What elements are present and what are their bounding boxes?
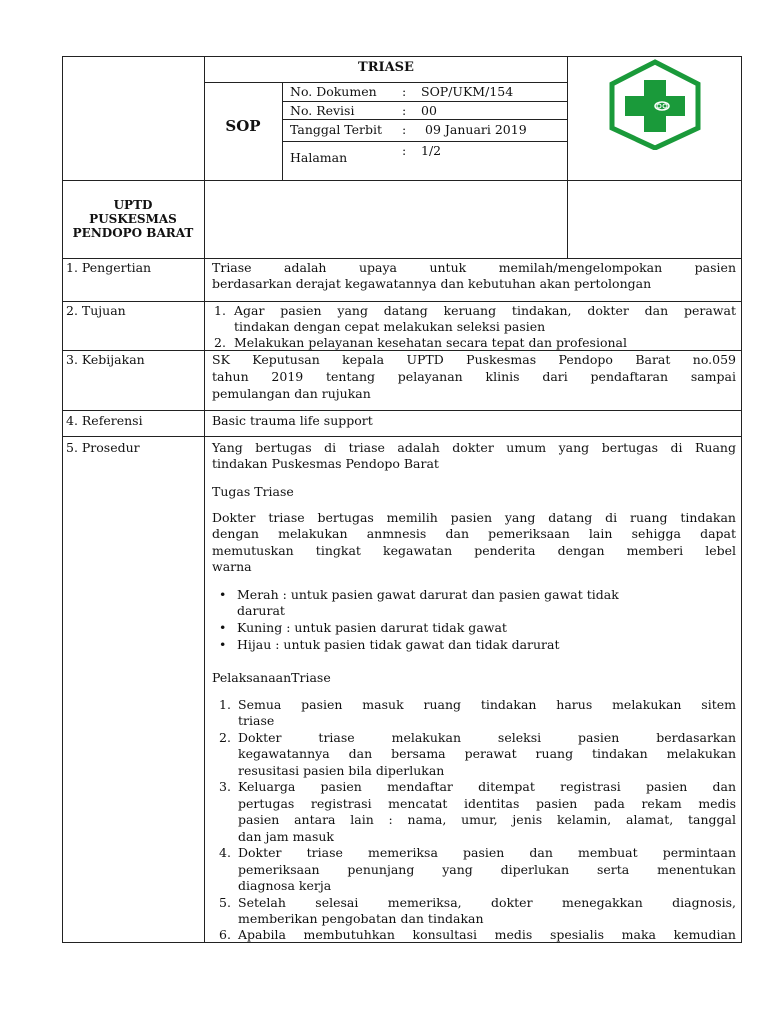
section-label-kebijakan: 3. Kebijakan: [66, 352, 145, 367]
step-3-line-4: dan jam masuk: [238, 829, 334, 844]
kebijakan-line-1: SK Keputusan kepala UPTD Puskesmas Pendopo Barat no.059: [212, 352, 736, 367]
step-5-line-1: Setelah selesai memeriksa, dokter menegakkan diagnosis,: [238, 895, 736, 910]
header-bottom-line: [62, 180, 742, 181]
tugas-line-1: Dokter triase bertugas memilih pasien yang datang di ruang tindakan: [212, 510, 736, 525]
step-1-line-2: triase: [238, 713, 275, 728]
meta-value-halaman: 1/2: [421, 143, 442, 158]
row-line-referensi: [62, 410, 742, 411]
sop-divider: [282, 82, 283, 180]
pelaksanaan-triase-heading: PelaksanaanTriase: [212, 670, 331, 685]
tujuan-item-1-line-2: tindakan dengan cepat melakukan seleksi pasien: [234, 319, 546, 334]
step-6-line-1: Apabila membutuhkan konsultasi medis spesialis maka kemudian: [238, 927, 736, 942]
kebijakan-line-3: pemulangan dan rujukan: [212, 386, 371, 401]
org-name-line-2: PUSKESMAS: [89, 212, 177, 226]
tujuan-item-2-num: 2.: [214, 335, 226, 350]
step-2-line-2: kegawatannya dan bersama perawat ruang tindakan melakukan: [238, 746, 736, 761]
meta-label-halaman: Halaman: [290, 150, 348, 165]
section-label-tujuan: 2. Tujuan: [66, 303, 126, 318]
meta-value-tanggal-terbit: 09 Januari 2019: [425, 122, 527, 137]
meta-label-tanggal-terbit: Tanggal Terbit: [290, 122, 383, 137]
bullet-kuning: • Kuning : untuk pasien darurat tidak gawat: [237, 620, 507, 637]
step-1-num: 1.: [219, 697, 231, 712]
tujuan-item-1-line-1: Agar pasien yang datang keruang tindakan, dokter dan perawat: [234, 303, 736, 318]
meta-row-line-3: [282, 141, 568, 142]
org-name-line-1: UPTD: [113, 198, 153, 212]
step-3-line-2: pertugas registrasi mencatat identitas pasien pada rekam medis: [238, 796, 736, 811]
step-4-line-1: Dokter triase memeriksa pasien dan membuat permintaan: [238, 845, 736, 860]
step-3-line-1: Keluarga pasien mendaftar ditempat registrasi pasien dan: [238, 779, 736, 794]
meta-sep-no-dokumen: :: [402, 84, 407, 99]
prosedur-intro-line-1: Yang bertugas di triase adalah dokter umum yang bertugas di Ruang: [212, 440, 736, 455]
tujuan-item-2-line-1: Melakukan pelayanan kesehatan secara tepat dan profesional: [234, 335, 627, 350]
header-divider-left: [204, 56, 205, 258]
referensi-text: Basic trauma life support: [212, 413, 373, 428]
meta-sep-no-revisi: :: [402, 103, 407, 118]
meta-row-line-1: [282, 101, 568, 102]
section-label-pengertian: 1. Pengertian: [66, 260, 152, 275]
row-line-tujuan: [62, 301, 742, 302]
meta-value-no-dokumen: SOP/UKM/154: [421, 84, 514, 99]
tujuan-item-1-num: 1.: [214, 303, 226, 318]
row-line-prosedur: [62, 436, 742, 437]
step-1-line-1: Semua pasien masuk ruang tindakan harus melakukan sitem: [238, 697, 736, 712]
tugas-triase-heading: Tugas Triase: [212, 484, 294, 499]
label-column-divider: [204, 258, 205, 943]
meta-sep-halaman: :: [402, 143, 407, 158]
step-2-line-1: Dokter triase melakukan seleksi pasien berdasarkan: [238, 730, 736, 745]
section-label-prosedur: 5. Prosedur: [66, 440, 140, 455]
bullet-merah-line-1: • Merah : untuk pasien gawat darurat dan pasien gawat tidak: [237, 587, 619, 604]
title-underline: [204, 82, 568, 83]
row-line-pengertian: [62, 258, 742, 259]
table-border-left: [62, 56, 63, 943]
sop-label: SOP: [225, 117, 261, 135]
pengertian-line-1: Triase adalah upaya untuk memilah/mengelompokan pasien: [212, 260, 736, 275]
bullet-merah-line-2: darurat: [237, 603, 285, 618]
step-6-num: 6.: [219, 927, 231, 942]
step-2-line-3: resusitasi pasien bila diperlukan: [238, 763, 445, 778]
step-3-num: 3.: [219, 779, 231, 794]
tugas-line-3: memutuskan tingkat kegawatan penderita dengan memberi lebel: [212, 543, 736, 558]
step-5-line-2: memberikan pengobatan dan tindakan: [238, 911, 484, 926]
table-border-top: [62, 56, 742, 57]
step-2-num: 2.: [219, 730, 231, 745]
header-divider-right: [567, 56, 568, 258]
step-5-num: 5.: [219, 895, 231, 910]
step-3-line-3: pasien antara lain : nama, umur, jenis kelamin, alamat, tanggal: [238, 812, 736, 827]
kebijakan-line-2: tahun 2019 tentang pelayanan klinis dari pendaftaran sampai: [212, 369, 736, 384]
org-name-line-3: PENDOPO BARAT: [72, 226, 194, 240]
doc-title: TRIASE: [358, 60, 414, 75]
prosedur-intro-line-2: tindakan Puskesmas Pendopo Barat: [212, 456, 439, 471]
meta-sep-tanggal-terbit: :: [402, 122, 407, 137]
bullet-hijau: • Hijau : untuk pasien tidak gawat dan tidak darurat: [237, 637, 560, 654]
meta-label-no-revisi: No. Revisi: [290, 103, 355, 118]
tugas-line-2: dengan melakukan anmnesis dan pemeriksaan lain sehigga dapat: [212, 526, 736, 541]
step-4-num: 4.: [219, 845, 231, 860]
section-label-referensi: 4. Referensi: [66, 413, 143, 428]
table-border-right: [741, 56, 742, 943]
step-4-line-3: diagnosa kerja: [238, 878, 332, 893]
pengertian-line-2: berdasarkan derajat kegawatannya dan kebutuhan akan pertolongan: [212, 276, 652, 291]
tugas-line-4: warna: [212, 559, 252, 574]
meta-label-no-dokumen: No. Dokumen: [290, 84, 377, 99]
health-cross-logo-icon: [600, 58, 710, 150]
step-4-line-2: pemeriksaan penunjang yang diperlukan serta menentukan: [238, 862, 736, 877]
meta-value-no-revisi: 00: [421, 103, 437, 118]
